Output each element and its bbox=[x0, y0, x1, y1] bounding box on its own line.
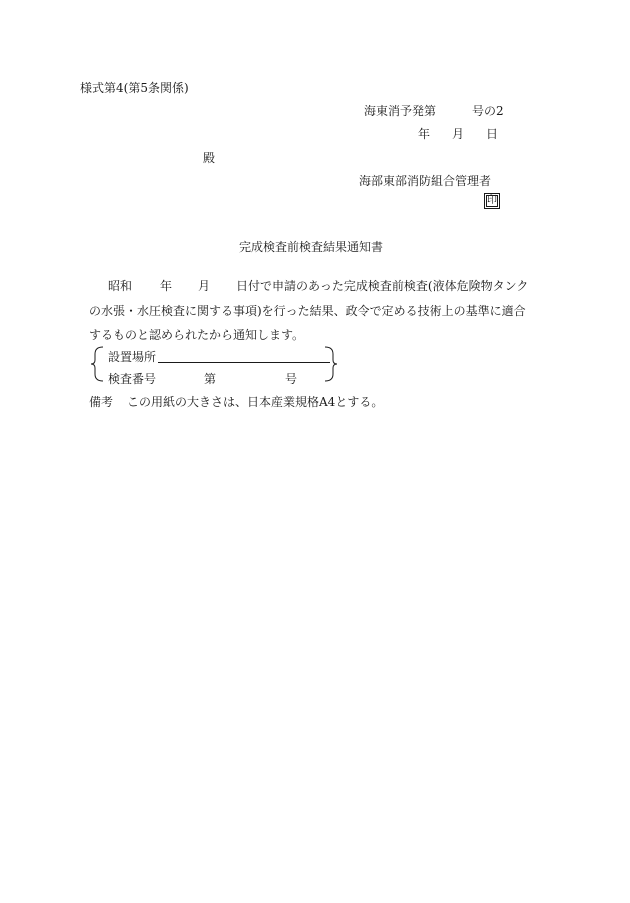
body-line-3: するものと認められたから通知します。 bbox=[89, 328, 305, 342]
sender-name: 海部東部消防組合管理者 bbox=[359, 174, 492, 188]
location-underline bbox=[158, 362, 330, 363]
recipient-honorific: 殿 bbox=[203, 151, 216, 165]
date-year-label: 年 bbox=[418, 127, 431, 141]
inspection-number-label: 検査番号 bbox=[108, 372, 157, 386]
remarks-text: この用紙の大きさは、日本産業規格A4とする。 bbox=[127, 395, 384, 409]
remarks bbox=[89, 396, 383, 408]
issue-date bbox=[418, 128, 498, 140]
body-line-1 bbox=[108, 280, 528, 292]
body-line-2: の水張・水圧検査に関する事項)を行った結果、政令で定める技術上の基準に適合 bbox=[89, 304, 526, 318]
era-label: 昭和 bbox=[108, 279, 133, 293]
document-number-prefix: 海東消予発第 bbox=[364, 104, 437, 118]
document-title: 完成検査前検査結果通知書 bbox=[239, 240, 384, 254]
location-label: 設置場所 bbox=[108, 350, 157, 364]
form-label: 様式第4(第5条関係) bbox=[80, 81, 189, 95]
year-label: 年 bbox=[160, 279, 173, 293]
inspection-dai-label: 第 bbox=[204, 372, 217, 386]
body-line-1-text: 日付で申請のあった完成検査前検査(液体危険物タンク bbox=[236, 279, 529, 293]
document-number-suffix: 号の2 bbox=[472, 104, 504, 118]
inspection-go-label: 号 bbox=[285, 372, 298, 386]
month-label: 月 bbox=[198, 279, 211, 293]
date-month-label: 月 bbox=[452, 127, 465, 141]
remarks-label: 備考 bbox=[89, 395, 114, 409]
date-day-label: 日 bbox=[486, 127, 499, 141]
document-number bbox=[364, 105, 504, 117]
seal-stamp: 印 bbox=[484, 193, 500, 209]
